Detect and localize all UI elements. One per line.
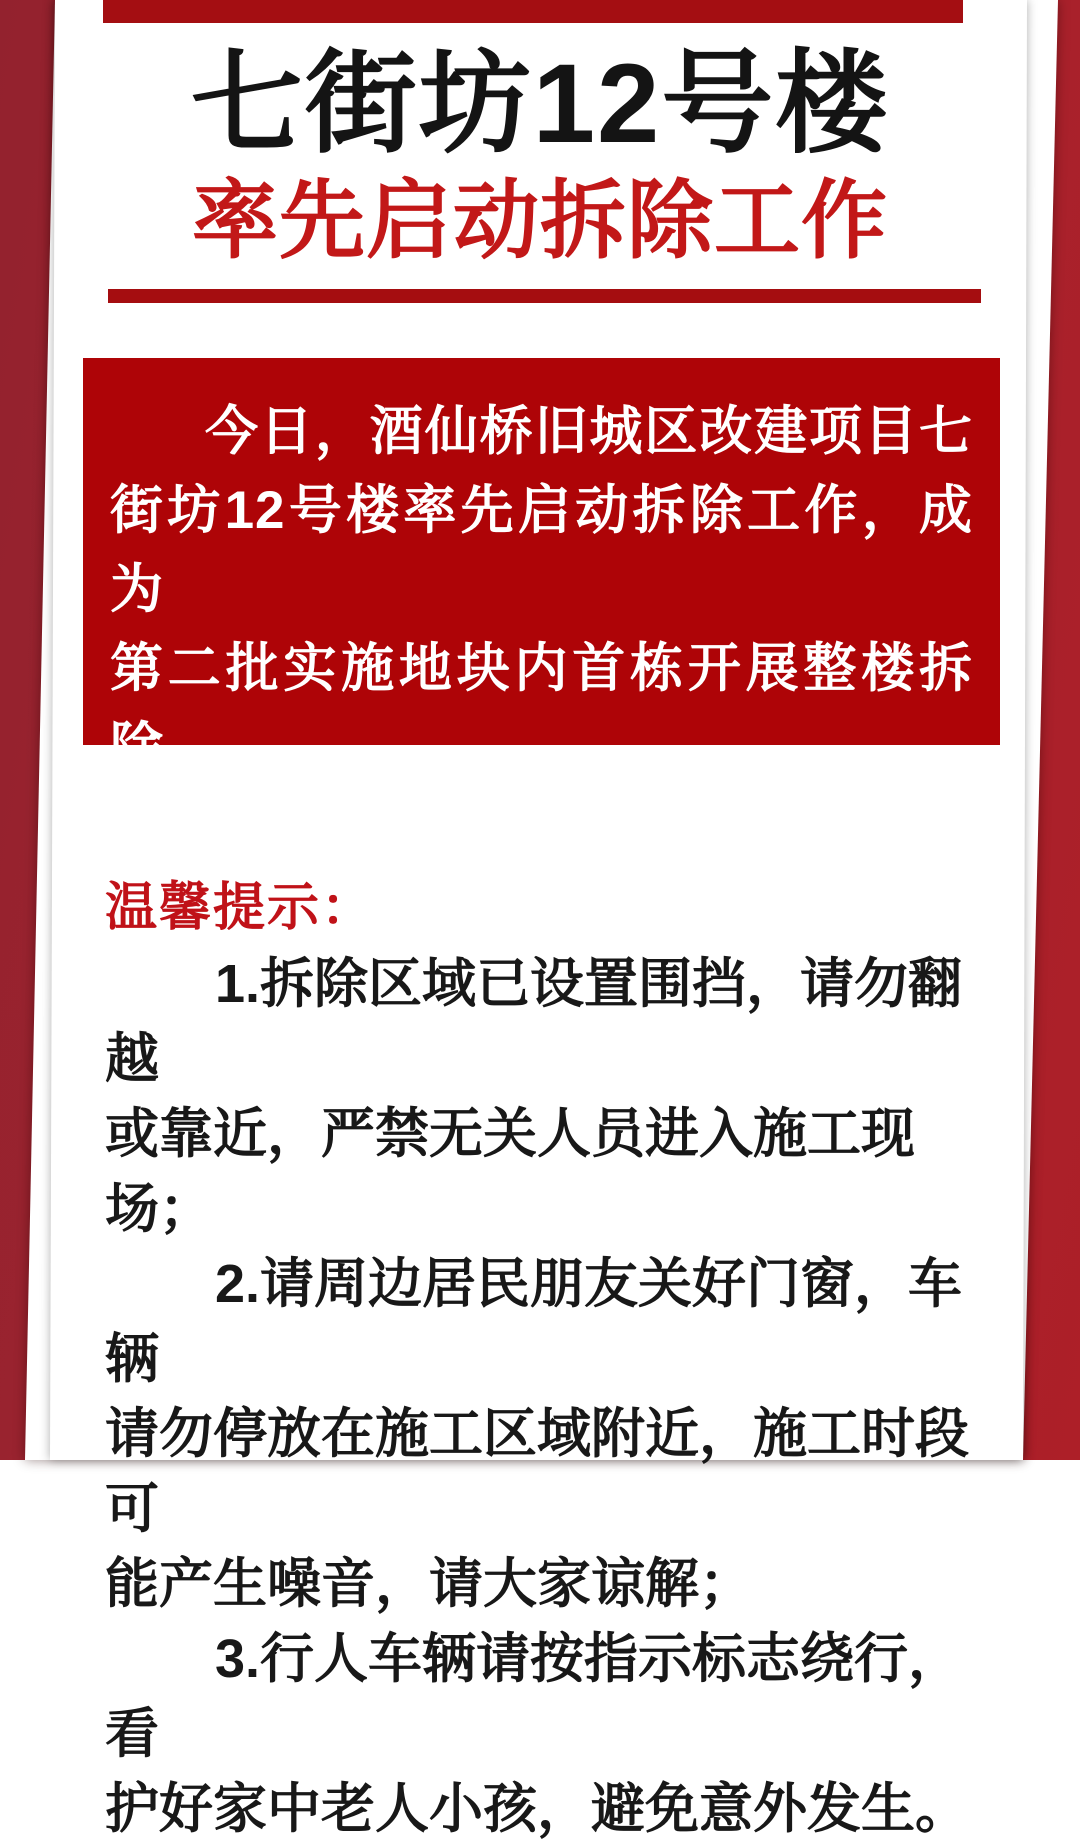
tip-line: 1.拆除区域已设置围挡，请勿翻越 xyxy=(105,954,963,1089)
title-divider-bar xyxy=(108,289,981,303)
announcement-line: 街坊12号楼率先启动拆除工作，成为 xyxy=(110,481,973,619)
tip-line: 能产生噪音，请大家谅解； xyxy=(105,1554,753,1614)
announcement-line: 第二批实施地块内首栋开展整楼拆除 xyxy=(110,639,973,777)
announcement-box xyxy=(83,358,1000,856)
announcement-line: 今日，酒仙桥旧城区改建项目七 xyxy=(205,402,973,461)
announcement-line: 的楼栋！ xyxy=(110,797,326,856)
tips-section xyxy=(105,870,985,1847)
poster-title: 七街坊12号楼 xyxy=(190,41,890,166)
poster-subtitle: 率先启动拆除工作 xyxy=(192,173,888,269)
top-red-bar xyxy=(103,0,963,23)
tip-line: 或靠近，严禁无关人员进入施工现场； xyxy=(105,1104,915,1239)
tip-line: 请勿停放在施工区域附近，施工时段可 xyxy=(105,1404,969,1539)
tip-line: 2.请周边居民朋友关好门窗，车辆 xyxy=(105,1254,963,1389)
tip-line: 护好家中老人小孩，避免意外发生。 xyxy=(105,1779,969,1839)
tip-line: 3.行人车辆请按指示标志绕行，看 xyxy=(105,1629,963,1764)
tips-heading: 温馨提示： xyxy=(105,879,376,937)
